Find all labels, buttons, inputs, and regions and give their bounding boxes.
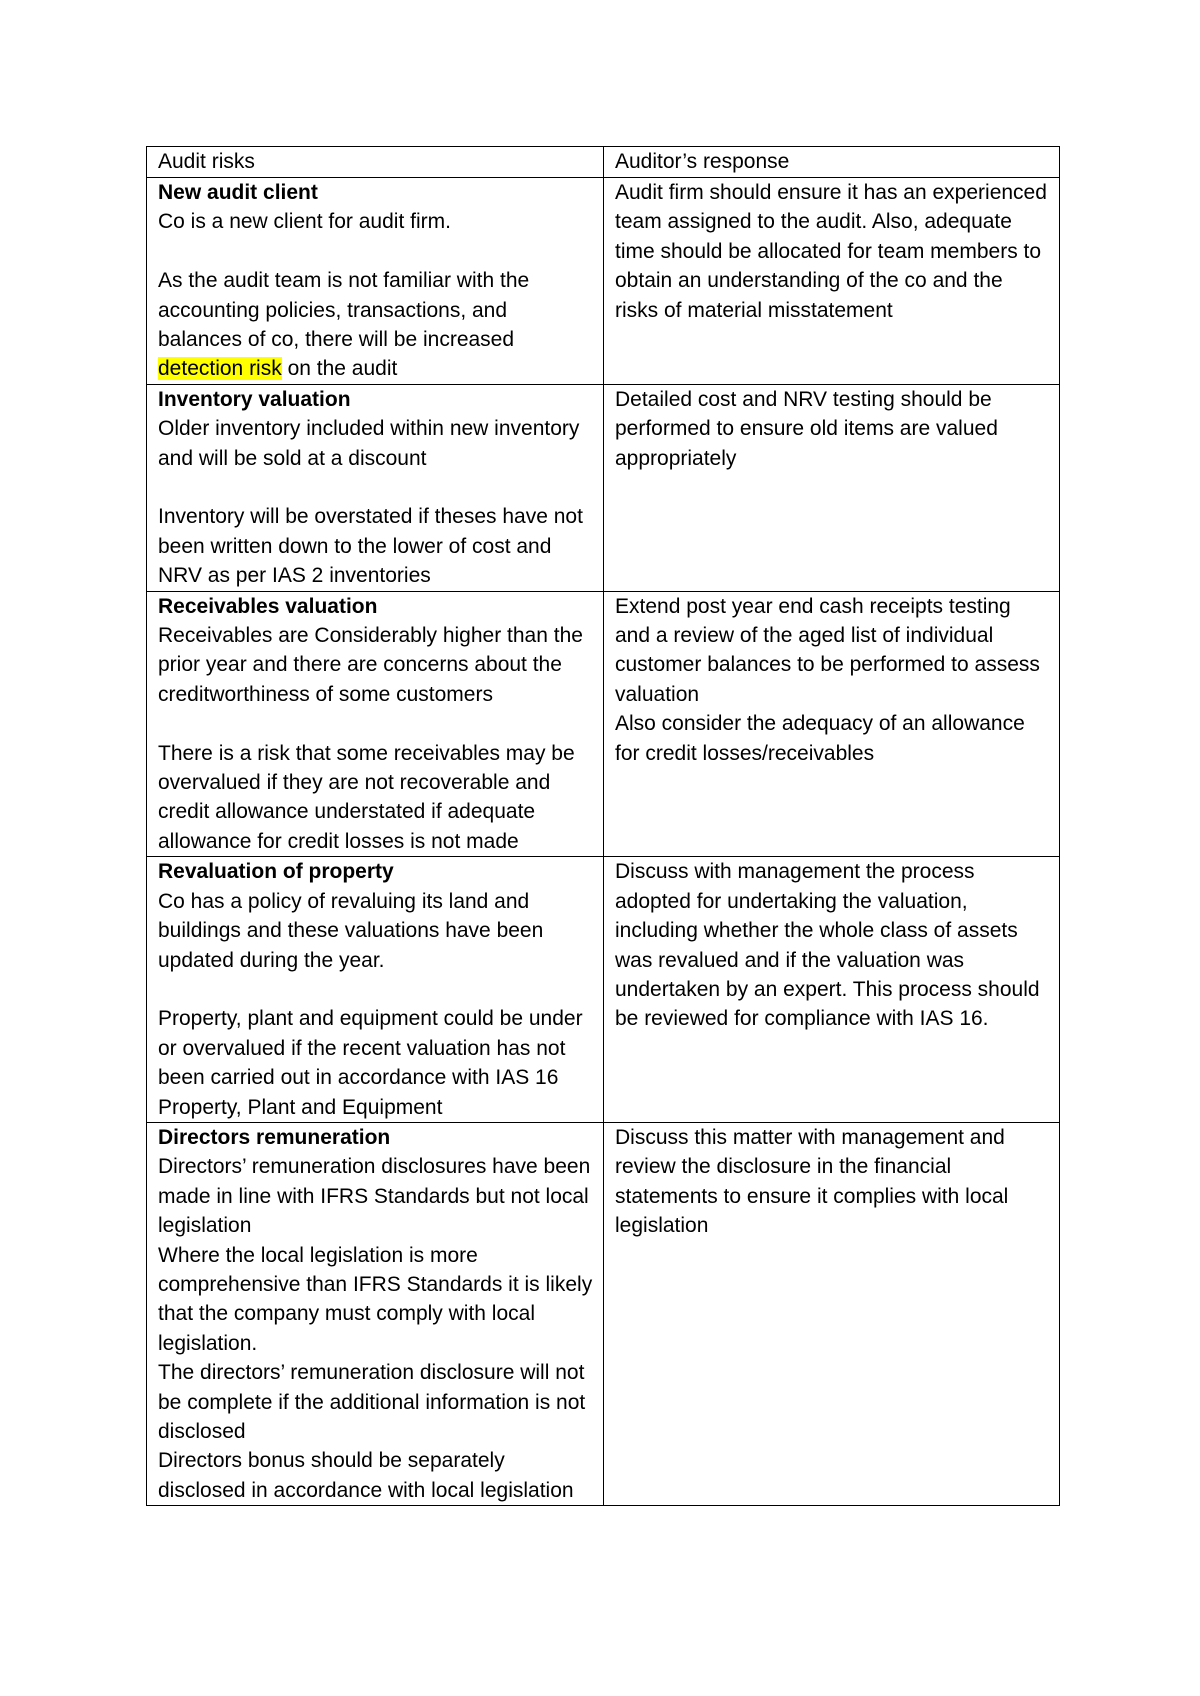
table-header-row — [147, 147, 1060, 178]
response-text: Extend post year end cash receipts testing and a review of the aged list of individual customer balances to be performed to assess valuation — [615, 594, 1040, 706]
response-text: Discuss with management the process adopted for undertaking the valuation, including whether the whole class of assets was revalued and if the valuation was undertaken by an expert. This process should be reviewed for compliance with IAS 16. — [615, 860, 1040, 1031]
risk-text: Co has a policy of revaluing its land and buildings and these valuations have been updated during the year. — [158, 889, 544, 972]
risk-heading: New audit client — [158, 181, 318, 204]
response-cell — [604, 178, 1060, 385]
risk-text — [158, 266, 595, 384]
response-text: Discuss this matter with management and review the disclosure in the financial statements to ensure it complies with local legislation — [615, 1125, 1009, 1238]
response-cell — [604, 591, 1060, 857]
risk-heading: Revaluation of property — [158, 860, 394, 884]
table-row — [147, 591, 1060, 857]
risk-text-part: As the audit team is not familiar with the accounting policies, transactions, and balances of co, there will be increased — [158, 269, 530, 352]
risk-text: Receivables are Considerably higher than the prior year and there are concerns about the creditworthiness of some customers — [158, 624, 583, 706]
paragraph-gap — [158, 709, 595, 738]
risk-cell — [147, 857, 604, 1123]
column-header-auditor-response: Auditor’s response — [604, 147, 1060, 178]
risk-text: The directors’ remuneration disclosure will not be complete if the additional information is not disclosed — [158, 1361, 586, 1443]
risk-text: Inventory will be overstated if theses have not been written down to the lower of cost and NRV as per IAS 2 inventories — [158, 505, 583, 588]
risk-heading: Receivables valuation — [158, 594, 378, 618]
response-cell — [604, 1122, 1060, 1505]
risk-cell — [147, 591, 604, 857]
risk-heading: Inventory valuation — [158, 387, 351, 411]
paragraph-gap — [158, 237, 595, 266]
risk-text: Older inventory included within new inventory and will be sold at a discount — [158, 417, 580, 470]
risk-text: Co is a new client for audit firm. — [158, 210, 451, 234]
risk-text: Where the local legislation is more comprehensive than IFRS Standards it is likely that the company must comply with local legislation. — [158, 1243, 593, 1355]
risk-cell — [147, 178, 604, 385]
column-header-audit-risks: Audit risks — [147, 147, 604, 178]
table-row — [147, 178, 1060, 385]
risk-text: There is a risk that some receivables may be overvalued if they are not recoverable and credit allowance understated if adequate allowance for credit losses is not made — [158, 741, 575, 853]
risk-text-part: on the audit — [281, 357, 398, 381]
risk-cell — [147, 384, 604, 591]
risk-cell — [147, 1122, 604, 1505]
table-row — [147, 384, 1060, 591]
highlighted-text: detection risk — [158, 357, 282, 381]
response-text: Also consider the adequacy of an allowance for credit losses/receivables — [615, 712, 1025, 765]
paragraph-gap — [158, 975, 595, 1004]
response-cell — [604, 384, 1060, 591]
response-text: Audit firm should ensure it has an experienced team assigned to the audit. Also, adequate time should be allocated for team members to obtain an understanding of the co and the risks of material misstatement — [615, 181, 1047, 322]
table-row — [147, 1122, 1060, 1505]
paragraph-gap — [158, 473, 595, 502]
table-row — [147, 857, 1060, 1123]
response-cell — [604, 857, 1060, 1123]
audit-risk-table — [146, 146, 1060, 1506]
risk-text: Directors bonus should be separately disclosed in accordance with local legislation — [158, 1449, 574, 1502]
response-text: Detailed cost and NRV testing should be performed to ensure old items are valued appropriately — [615, 387, 998, 470]
risk-heading: Directors remuneration — [158, 1125, 391, 1149]
risk-text: Directors’ remuneration disclosures have been made in line with IFRS Standards but not local legislation — [158, 1155, 591, 1238]
risk-text: Property, plant and equipment could be under or overvalued if the recent valuation has not been carried out in accordance with IAS 16 Property, Plant and Equipment — [158, 1007, 583, 1119]
